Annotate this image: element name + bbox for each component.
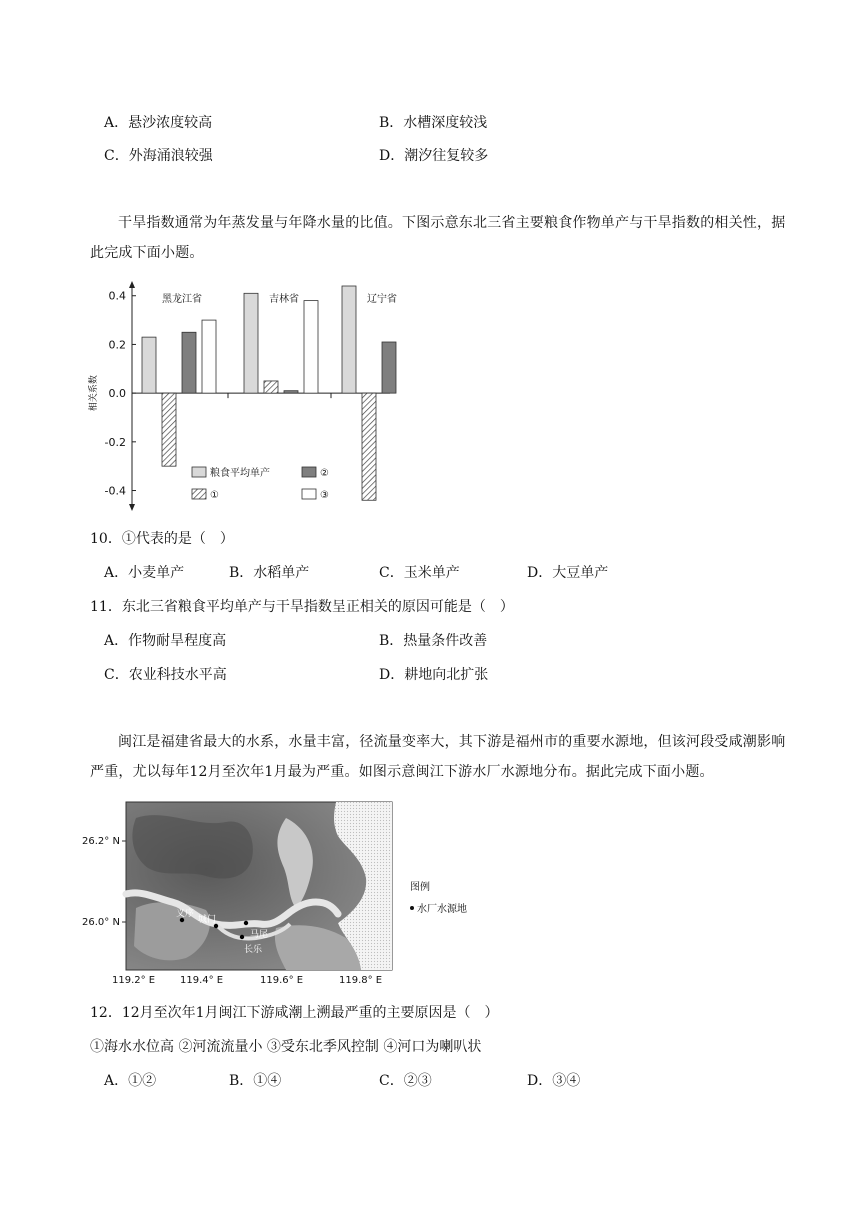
q10-stem: 10．①代表的是（ ） (90, 531, 234, 547)
y-tick-label: 0.4 (108, 289, 126, 303)
legend-swatch (192, 467, 206, 477)
q11-stem: 11．东北三省粮食平均单产与干旱指数呈正相关的原因可能是（ ） (90, 599, 514, 615)
q12-option-c: C．②③ (379, 1073, 432, 1089)
legend-swatch (302, 467, 316, 477)
q12-option-a: A．①② (104, 1073, 157, 1089)
map-lat-label: 26.2° N (82, 836, 120, 847)
legend-label: ① (210, 490, 219, 501)
category-label: 吉林省 (269, 294, 299, 305)
map-lon-label: 119.6° E (260, 975, 304, 986)
q12-stem: 12．12月至次年1月闽江下游咸潮上溯最严重的主要原因是（ ） (90, 1005, 499, 1021)
bar (284, 391, 298, 393)
passage-minjiang: 闽江是福建省最大的水系，水量丰富，径流量变率大，其下游是福州市的重要水源地，但该河段受咸潮影响严重，尤以每年12月至次年1月最为严重。如图示意闽江下游水厂水源地分布。据此完成下面小题。 (90, 734, 786, 780)
q9-option-a: A．悬沙浓度较高 (104, 115, 213, 131)
q9-option-c: C．外海涌浪较强 (104, 148, 213, 164)
bar (182, 332, 196, 393)
legend-label: 粮食平均单产 (210, 468, 270, 479)
y-tick-label: 0.2 (108, 338, 126, 352)
y-axis-arrow-top (129, 281, 135, 288)
y-tick-label: -0.4 (104, 484, 126, 498)
q10-option-d: D．大豆单产 (527, 565, 609, 581)
q11-option-b: B．热量条件改善 (379, 633, 488, 649)
map-lat-label: 26.0° N (82, 917, 120, 928)
category-label: 辽宁省 (367, 294, 397, 305)
bar (342, 286, 356, 393)
q10-option-c: C．玉米单产 (379, 565, 460, 581)
map-mountains (132, 815, 252, 878)
legend-label: ② (320, 468, 329, 479)
legend-swatch (302, 489, 316, 499)
legend-label: ③ (320, 490, 329, 501)
map-lon-label: 119.8° E (339, 975, 383, 986)
q11-option-c: C．农业科技水平高 (104, 667, 227, 683)
q10-option-b: B．水稻单产 (229, 565, 310, 581)
y-axis-arrow-bottom (129, 504, 135, 511)
site-label: 义序 (176, 909, 195, 919)
bar (382, 342, 396, 393)
legend-swatch (192, 489, 206, 499)
map-frame (126, 802, 392, 970)
bar (264, 381, 278, 393)
map-legend-label: 水厂水源地 (417, 904, 467, 915)
site-label: 马尾 (250, 930, 269, 940)
bar (244, 293, 258, 393)
bar (142, 337, 156, 393)
bar (362, 393, 376, 500)
q12-statements: ①海水水位高 ②河流流量小 ③受东北季风控制 ④河口为喇叭状 (90, 1039, 482, 1055)
map-lon-label: 119.2° E (112, 975, 156, 986)
y-tick-label: -0.2 (104, 435, 126, 449)
q11-option-d: D．耕地向北扩张 (379, 667, 489, 683)
bar (162, 393, 176, 466)
water-source-site (240, 935, 244, 939)
site-label: 城门 (198, 915, 217, 925)
y-tick-label: 0.0 (108, 387, 126, 401)
site-label: 长乐 (244, 945, 263, 955)
bar (202, 320, 216, 393)
q12-option-b: B．①④ (229, 1073, 282, 1089)
minjiang-map (76, 798, 516, 988)
map-lon-label: 119.4° E (180, 975, 224, 986)
correlation-bar-chart (80, 278, 400, 518)
bar (304, 301, 318, 394)
passage-drought-index: 干旱指数通常为年蒸发量与年降水量的比值。下图示意东北三省主要粮食作物单产与干旱指数的相关性，据此完成下面小题。 (90, 215, 786, 261)
category-label: 黑龙江省 (162, 294, 202, 305)
q9-option-b: B．水槽深度较浅 (379, 115, 488, 131)
q11-option-a: A．作物耐旱程度高 (104, 633, 227, 649)
q10-option-a: A．小麦单产 (104, 565, 185, 581)
water-source-site (244, 921, 248, 925)
y-axis-label: 相关系数 (89, 375, 99, 412)
q9-option-d: D．潮汐往复较多 (379, 148, 489, 164)
q12-option-d: D．③④ (527, 1073, 581, 1089)
map-legend-title: 图例 (410, 882, 430, 893)
map-legend-dot (410, 906, 414, 910)
